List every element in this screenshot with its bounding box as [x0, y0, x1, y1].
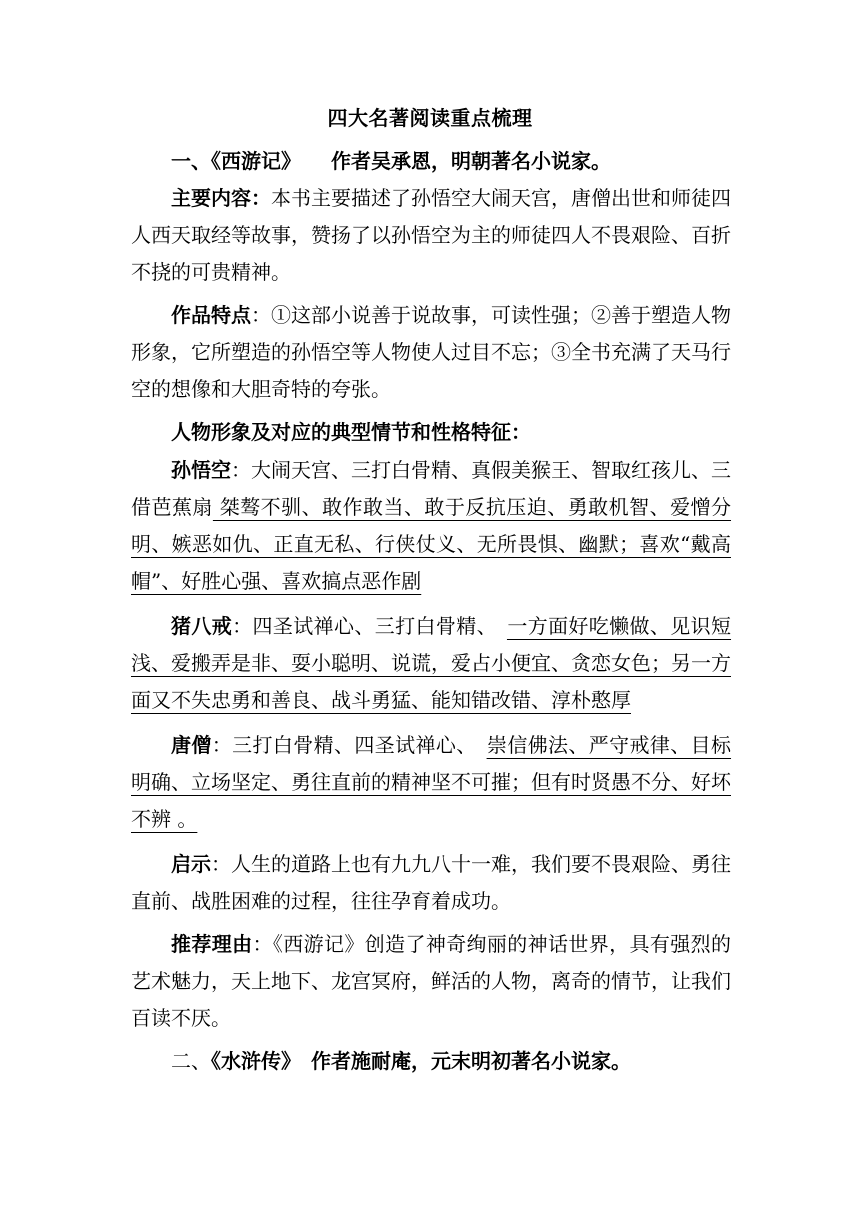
tangseng-plots: ：三打白骨精、四圣试禅心、: [211, 733, 477, 757]
recommendation-paragraph: [131, 926, 731, 1037]
section-1-heading: [131, 143, 731, 180]
wukong-traits: 桀骜不驯、敢作敢当、敢于反抗压迫、勇敢机智、爱憎分明、嫉恶如仇、正直无私、行侠仗义、无所畏惧、幽默；喜欢“戴高帽”、好胜心强、喜欢搞点恶作剧: [131, 495, 732, 593]
insight-label: 启示: [171, 852, 211, 876]
features-label: 作品特点: [171, 303, 251, 327]
section-2-heading: [131, 1043, 731, 1080]
tangseng-paragraph: [131, 727, 731, 838]
document-title: 四大名著阅读重点梳理: [327, 106, 533, 130]
section-1-author: 作者吴承恩，明朝著名小说家。: [331, 149, 611, 173]
tangseng-traits: 崇信佛法、严守戒律、目标明确、立场坚定、勇往直前的精神坚不可摧；但有时贤愚不分、好坏不辨 。: [131, 733, 732, 831]
features-paragraph: [131, 297, 731, 408]
recommendation-label: 推荐理由: [171, 932, 253, 956]
features-text: ：①这部小说善于说故事，可读性强；②善于塑造人物形象，它所塑造的孙悟空等人物使人过目不忘；③全书充满了天马行空的想像和大胆奇特的夸张。: [131, 303, 731, 401]
insight-text: ：人生的道路上也有九九八十一难，我们要不畏艰险、勇往直前、战胜困难的过程，往往孕育着成功。: [131, 852, 731, 913]
characters-heading: 人物形象及对应的典型情节和性格特征：: [171, 420, 531, 444]
wukong-plots: ：大闹天宫、三打白骨精、真假美猴王、智取红孩儿、三借芭蕉扇: [131, 458, 731, 519]
main-content-paragraph: [131, 180, 731, 291]
bajie-plots: ：四圣试禅心、三打白骨精、: [232, 614, 497, 638]
insight-paragraph: [131, 846, 731, 920]
bajie-traits: 一方面好吃懒做、见识短浅、爱搬弄是非、耍小聪明、说谎，爱占小便宜、贪恋女色；另一方面又不失忠勇和善良、战斗勇猛、能知错改错、淳朴憨厚: [131, 614, 732, 712]
section-2-author: 作者施耐庵，元末明初著名小说家。: [311, 1049, 631, 1073]
section-2-number: 二、: [171, 1049, 211, 1073]
wukong-label: 孙悟空: [171, 458, 231, 482]
recommendation-text: ：《西游记》创造了神奇绚丽的神话世界，具有强烈的艺术魅力，天上地下、龙宫冥府，鲜活的人物，离奇的情节，让我们百读不厌。: [131, 932, 732, 1030]
bajie-label: 猪八戒: [171, 614, 233, 638]
main-content-label: 主要内容：: [171, 186, 271, 210]
bajie-paragraph: [131, 608, 731, 719]
tangseng-label: 唐僧: [171, 733, 212, 757]
wukong-paragraph: [131, 452, 731, 600]
section-1-book-title: 一、《西游记》: [171, 149, 301, 173]
main-content-text: 本书主要描述了孙悟空大闹天宫，唐僧出世和师徒四人西天取经等故事，赞扬了以孙悟空为主的师徒四人不畏艰险、百折不挠的可贵精神。: [131, 186, 731, 284]
section-2-book-title: 《水浒传》: [211, 1049, 301, 1073]
